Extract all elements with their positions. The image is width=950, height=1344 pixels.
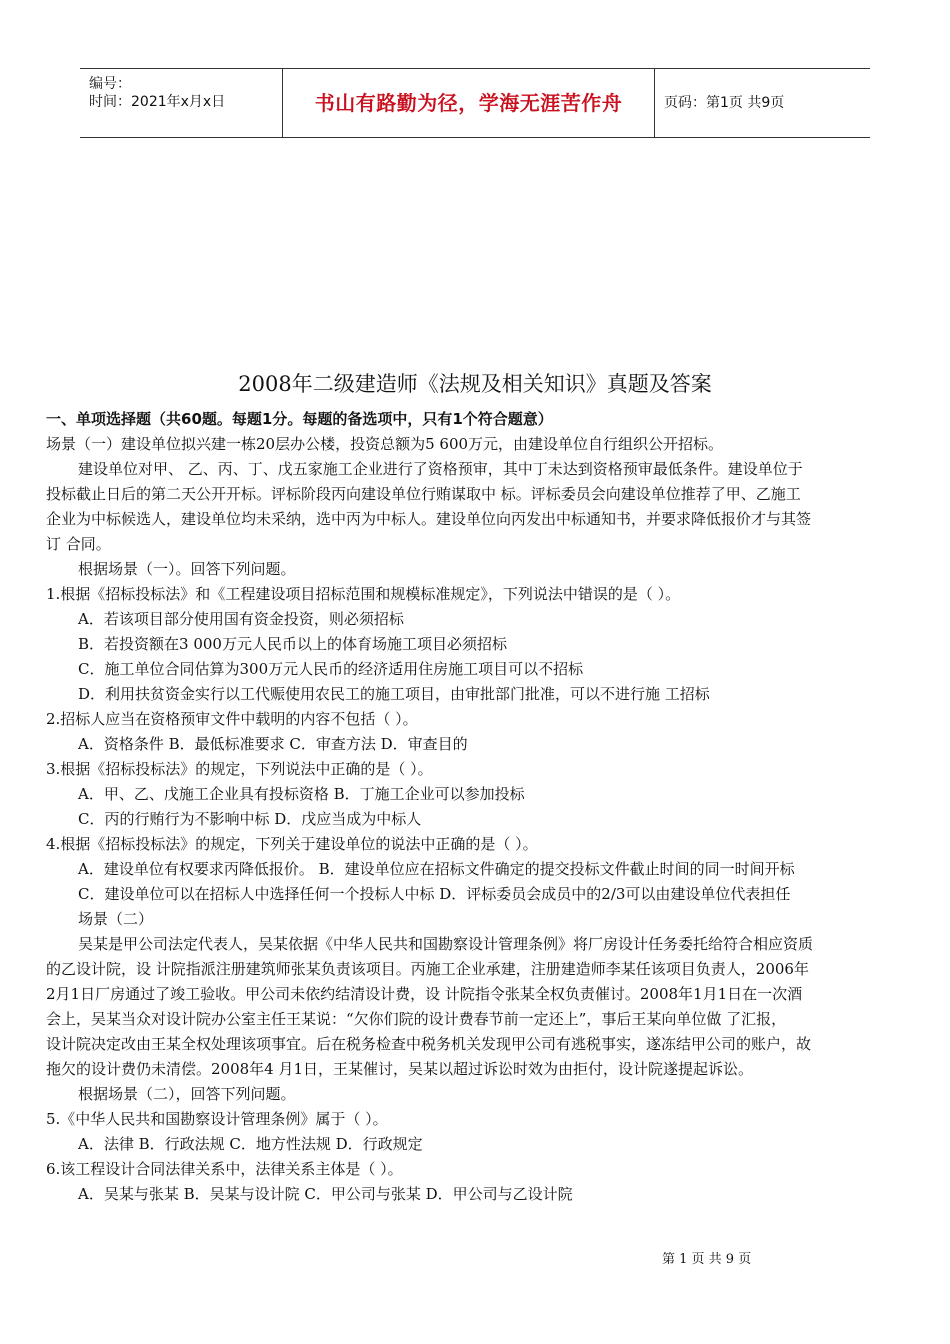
- answer-option: A．建设单位有权要求丙降低报价。 B．建设单位应在招标文件确定的提交投标文件截止时间的同一时间开标: [78, 860, 795, 878]
- document-body: [46, 407, 906, 1207]
- section-heading: 一、单项选择题（共60题。每题1分。每题的备选项中，只有1个符合题意）: [46, 410, 553, 428]
- paragraph-line: 订 合同。: [46, 535, 111, 553]
- answer-option: C．建设单位可以在招标人中选择任何一个投标人中标 D．评标委员会成员中的2/3可以由建设单位代表担任: [78, 885, 791, 903]
- paragraph-line: 拖欠的设计费仍未清偿。2008年4 月1日，王某催讨，吴某以超过诉讼时效为由拒付，设计院遂提起诉讼。: [46, 1060, 754, 1078]
- question: 5.《中华人民共和国勘察设计管理条例》属于（ ）。: [46, 1110, 388, 1128]
- paragraph-line: 根据场景（一）。回答下列问题。: [78, 560, 296, 578]
- paragraph-line: 根据场景（二），回答下列问题。: [78, 1085, 296, 1103]
- question: 1.根据《招标投标法》和《工程建设项目招标范围和规模标准规定》，下列说法中错误的是（ ）。: [46, 585, 681, 603]
- question: 2.招标人应当在资格预审文件中载明的内容不包括（ ）。: [46, 710, 418, 728]
- answer-option: A．吴某与张某 B．吴某与设计院 C．甲公司与张某 D．甲公司与乙设计院: [78, 1185, 573, 1203]
- header-motto: 书山有路勤为径，学海无涯苦作舟: [314, 91, 623, 115]
- answer-option: A．法律 B．行政法规 C．地方性法规 D．行政规定: [78, 1135, 423, 1153]
- paragraph-line: 会上，吴某当众对设计院办公室主任王某说：“欠你们院的设计费春节前一定还上”，事后王某向单位做 了汇报，: [46, 1010, 787, 1028]
- code-label: 编号：: [89, 76, 131, 92]
- paragraph-line: 的乙设计院，设 计院指派注册建筑师张某负责该项目。丙施工企业承建，注册建造师李某任该项目负责人，2006年: [46, 960, 809, 978]
- paragraph-line: 场景（一）建设单位拟兴建一栋20层办公楼，投资总额为5 600万元，由建设单位自行组织公开招标。: [46, 435, 724, 453]
- answer-option: A．甲、乙、戊施工企业具有投标资格 B．丁施工企业可以参加投标: [78, 785, 525, 803]
- scene-heading: 场景（二）: [78, 910, 154, 928]
- question: 3.根据《招标投标法》的规定，下列说法中正确的是（ ）。: [46, 760, 433, 778]
- header-page-info: 页码：第1页 共9页: [664, 95, 785, 111]
- paragraph-line: 建设单位对甲、 乙、丙、丁、戊五家施工企业进行了资格预审，其中丁未达到资格预审最低条件。建设单位于: [78, 460, 803, 478]
- document-title: 2008年二级建造师《法规及相关知识》真题及答案: [238, 372, 712, 396]
- answer-option: A．资格条件 B．最低标准要求 C．审查方法 D．审查目的: [78, 735, 468, 753]
- header-meta: [80, 69, 282, 137]
- footer-page-number: 第 1 页 共 9 页: [662, 1252, 752, 1267]
- question: 6.该工程设计合同法律关系中，法律关系主体是（ ）。: [46, 1160, 403, 1178]
- paragraph-line: 设计院决定改由王某全权处理该项事宜。后在税务检查中税务机关发现甲公司有逃税事实，遂冻结甲公司的账户，故: [46, 1035, 812, 1053]
- document-header: [80, 68, 870, 138]
- paragraph-line: 投标截止日后的第二天公开开标。评标阶段丙向建设单位行贿谋取中 标。评标委员会向建设单位推荐了甲、乙施工: [46, 485, 801, 503]
- time-label: 时间：2021年x月x日: [89, 94, 226, 110]
- paragraph-line: 企业为中标候选人，建设单位均未采纳，选中丙为中标人。建设单位向丙发出中标通知书，并要求降低报价才与其签: [46, 510, 812, 528]
- answer-option: C．丙的行贿行为不影响中标 D．戊应当成为中标人: [78, 810, 422, 828]
- answer-option: A．若该项目部分使用国有资金投资，则必须招标: [78, 610, 404, 628]
- paragraph-line: 吴某是甲公司法定代表人，吴某依据《中华人民共和国勘察设计管理条例》将厂房设计任务委托给符合相应资质: [78, 935, 814, 953]
- header-divider: [654, 69, 655, 137]
- paragraph-line: 2月1日厂房通过了竣工验收。甲公司未依约结清设计费，设 计院指令张某全权负责催讨。2008年1月1日在一次酒: [46, 985, 803, 1003]
- answer-option: C．施工单位合同估算为300万元人民币的经济适用住房施工项目可以不招标: [78, 660, 584, 678]
- question: 4.根据《招标投标法》的规定，下列关于建设单位的说法中正确的是（ ）。: [46, 835, 538, 853]
- answer-option: D．利用扶贫资金实行以工代赈使用农民工的施工项目，由审批部门批准，可以不进行施 工招标: [78, 685, 710, 703]
- answer-option: B．若投资额在3 000万元人民币以上的体育场施工项目必须招标: [78, 635, 507, 653]
